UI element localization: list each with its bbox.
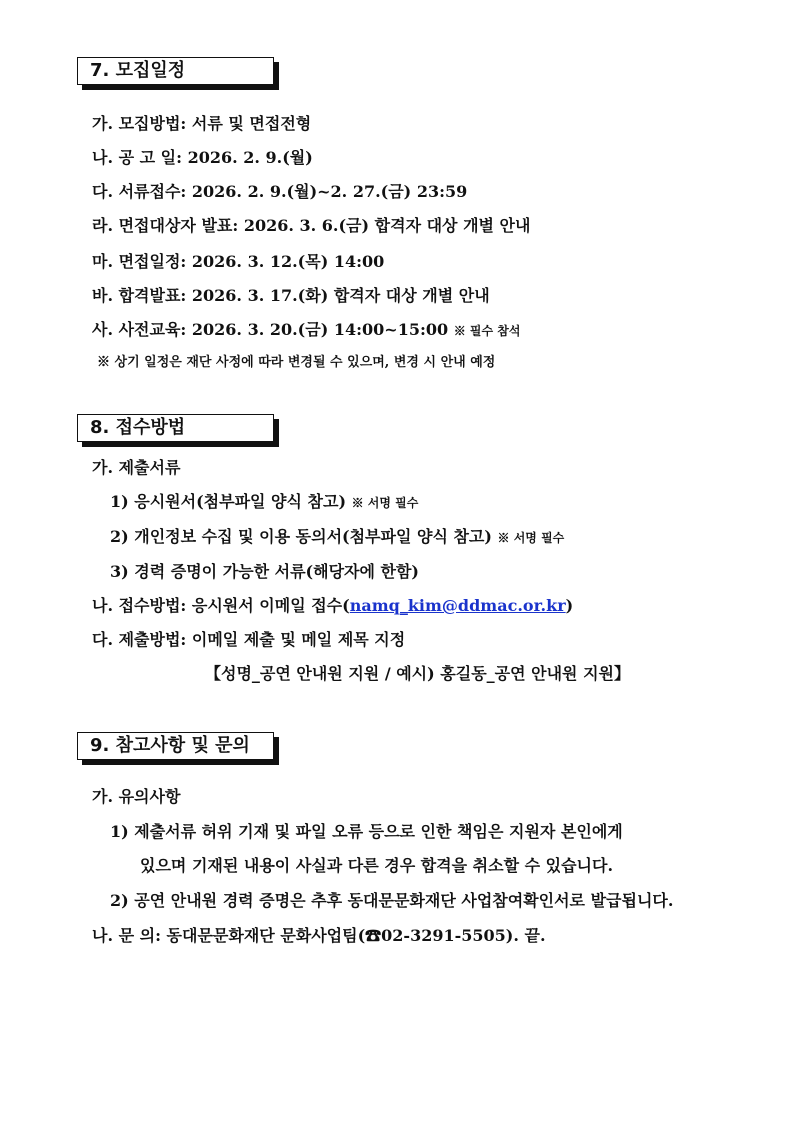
pre-education-text: 사. 사전교육: 2026. 3. 20.(금) 14:00~15:00 [92,320,454,339]
contact-email-link[interactable]: namq_kim@ddmac.or.kr [349,596,566,615]
notes-heading: 가. 유의사항 [92,787,181,806]
submit-item-3: 3) 경력 증명이 가능한 서류(해당자에 한함) [110,562,419,581]
submit-item-2-text: 2) 개인정보 수집 및 이용 동의서(첨부파일 양식 참고) [110,527,498,546]
note-item-1-line-1: 1) 제출서류 허위 기재 및 파일 오류 등으로 인한 책임은 지원자 본인에게 [110,822,623,841]
submit-item-2-note: ※ 서명 필수 [497,531,565,545]
submit-format: 다. 제출방법: 이메일 제출 및 메일 제목 지정 [92,630,406,649]
schedule-footnote: ※ 상기 일정은 재단 사정에 따라 변경될 수 있으며, 변경 시 안내 예정 [97,355,496,370]
schedule-document-period: 다. 서류접수: 2026. 2. 9.(월)~2. 27.(금) 23:59 [92,182,468,201]
submit-item-1-note: ※ 서명 필수 [351,496,419,510]
schedule-result-announce: 바. 합격발표: 2026. 3. 17.(화) 합격자 대상 개별 안내 [92,286,490,305]
section-7-title: 7. 모집일정 [90,60,186,81]
note-item-1-line-2: 있으며 기재된 내용이 사실과 다른 경우 합격을 취소할 수 있습니다. [140,856,614,875]
section-8-title: 8. 접수방법 [90,417,186,438]
section-8-heading [77,414,274,442]
submit-method-suffix: ) [565,596,574,615]
email-subject-format: 【성명_공연 안내원 지원 / 예시) 홍길동_공연 안내원 지원】 [205,664,630,683]
schedule-pre-education [92,320,520,341]
schedule-interview-announce: 라. 면접대상자 발표: 2026. 3. 6.(금) 합격자 대상 개별 안내 [92,216,531,235]
section-9-heading [77,732,274,760]
pre-education-note: ※ 필수 참석 [453,324,521,338]
note-item-2: 2) 공연 안내원 경력 증명은 추후 동대문문화재단 사업참여확인서로 발급됩니다. [110,891,674,910]
submit-item-1 [110,492,418,513]
section-7-heading [77,57,274,85]
section-9-title: 9. 참고사항 및 문의 [90,735,250,756]
submit-item-1-text: 1) 응시원서(첨부파일 양식 참고) [110,492,352,511]
submit-documents-heading: 가. 제출서류 [92,458,181,477]
submit-method [92,596,573,616]
contact-inquiry: 나. 문 의: 동대문문화재단 문화사업팀(☎02-3291-5505). 끝. [92,926,546,945]
schedule-announce-date: 나. 공 고 일: 2026. 2. 9.(월) [92,148,313,167]
schedule-method: 가. 모집방법: 서류 및 면접전형 [92,114,312,133]
submit-item-2 [110,527,564,548]
submit-method-prefix: 나. 접수방법: 응시원서 이메일 접수( [92,596,350,615]
schedule-interview-date: 마. 면접일정: 2026. 3. 12.(목) 14:00 [92,252,385,271]
